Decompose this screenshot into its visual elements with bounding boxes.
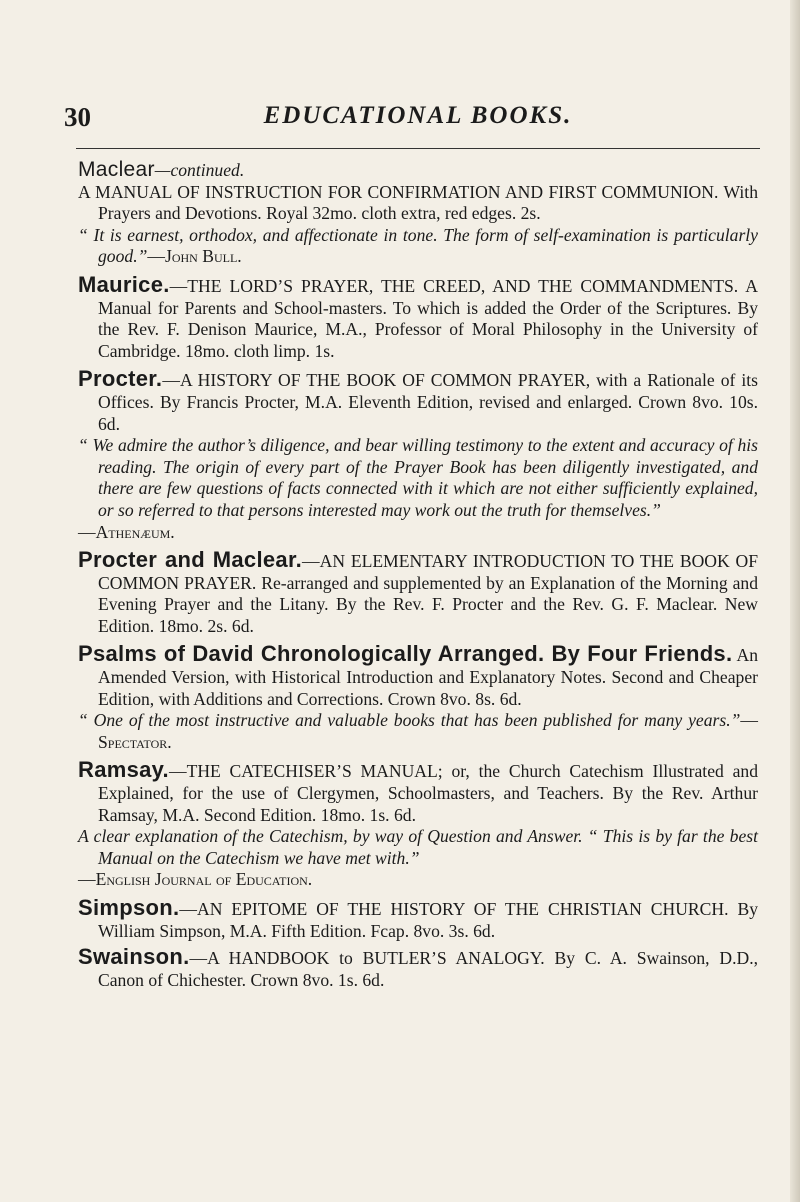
- entry-title: —A HANDBOOK to BUTLER’S ANALOGY.: [189, 948, 545, 969]
- entry-details: By William Simpson, M.A. Fifth Edition. Fcap. 8vo. 3s. 6d.: [98, 899, 758, 941]
- entry-details: An Amended Version, with Historical Introduction and Explanatory Notes. Second and Cheaper Edition, with Additions and Corrections. Crown 8vo. 8s. 6d.: [98, 645, 758, 709]
- entry-author: Swainson.: [78, 944, 190, 970]
- entry-title: —AN ELEMENTARY INTRODUCTION TO THE BOOK OF COMMON PRAYER.: [98, 551, 758, 593]
- entry-simpson: [78, 897, 758, 942]
- page-edge-shadow: [790, 0, 800, 1202]
- entry-maclear: [78, 159, 758, 268]
- entry-quote: “ We admire the author’s diligence, and bear willing testimony to the extent and accuracy of his reading. The origin of every part of the Prayer Book has been diligently investigated, and there are few questions of facts connected with it which are not either sufficiently explained, or so referred to that persons interested may work out the truth for themselves.”: [78, 435, 758, 520]
- entry-author: Maclear: [78, 158, 155, 181]
- entry-quote: “ It is earnest, orthodox, and affectionate in tone. The form of self-examination is particularly good.”: [78, 224, 758, 267]
- entry-quote-source: —Athenæum.: [78, 521, 175, 542]
- entry-details: with a Rationale of its Offices. By Francis Procter, M.A. Eleventh Edition, revised and enlarged. Crown 8vo. 10s. 6d.: [98, 370, 758, 434]
- entry-author: Maurice.: [78, 271, 170, 297]
- entry-procter: [78, 368, 758, 543]
- entry-quote-source: —Spectator.: [98, 710, 758, 752]
- entry-suffix: —continued.: [154, 160, 245, 180]
- entry-details: By C. A. Swainson, D.D., Canon of Chichester. Crown 8vo. 1s. 6d.: [98, 948, 759, 990]
- entry-psalms: [78, 643, 758, 753]
- entry-title: —THE CATECHISER’S MANUAL;: [168, 761, 443, 782]
- page-number: 30: [64, 102, 91, 132]
- entry-title: —AN EPITOME OF THE HISTORY OF THE CHRISTIAN CHURCH.: [179, 899, 729, 919]
- entry-title: —THE LORD’S PRAYER, THE CREED, AND THE COMMANDMENTS.: [169, 275, 739, 296]
- entry-details: or, the Church Catechism Illustrated and Explained, for the use of Clergymen, Schoolmasters, and Teachers. By the Rev. Arthur Ramsay, M.A. Second Edition. 18mo. 1s. 6d.: [98, 761, 758, 825]
- entry-details: A Manual for Parents and School-masters. To which is added the Order of the Scriptures. By the Rev. F. Denison Maurice, M.A., Professor of Moral Philosophy in the University of Cambridge. 18mo. cloth limp. 1s.: [98, 275, 758, 361]
- entry-quote-source: —John Bull.: [147, 246, 242, 267]
- entry-author: Ramsay.: [78, 757, 169, 783]
- running-title: EDUCATIONAL BOOKS.: [263, 102, 573, 129]
- book-entries: [78, 153, 758, 991]
- page-header: [64, 102, 758, 138]
- entry-title: —A HISTORY OF THE BOOK OF COMMON PRAYER,: [162, 370, 591, 391]
- header-rule: [76, 148, 760, 149]
- entry-procter-maclear: [78, 549, 758, 637]
- entry-ramsay: [78, 759, 758, 891]
- entry-author: Procter and Maclear.: [78, 547, 303, 573]
- entry-maurice: [78, 271, 758, 362]
- entry-quote: A clear explanation of the Catechism, by way of Question and Answer. “ This is by far the best Manual on the Catechism we have met with.”: [78, 826, 758, 868]
- entry-details: Re-arranged and supplemented by an Explanation of the Morning and Evening Prayer and the Litany. By the Rev. F. Procter and the Rev. G. F. Maclear. New Edition. 18mo. 2s. 6d.: [98, 572, 759, 636]
- entry-author: Psalms of David Chronologically Arranged. By Four Friends.: [78, 641, 733, 667]
- entry-title: A MANUAL OF INSTRUCTION FOR CONFIRMATION AND FIRST COMMUNION.: [78, 181, 719, 202]
- entry-quote: “ One of the most instructive and valuable books that has been published for many years.”: [78, 710, 741, 731]
- entry-author: Simpson.: [78, 895, 180, 920]
- entry-details: With Prayers and Devotions. Royal 32mo. cloth extra, red edges. 2s.: [98, 181, 758, 224]
- entry-swainson: [78, 946, 758, 991]
- entry-quote-source: —English Journal of Education.: [78, 869, 313, 890]
- entry-author: Procter.: [78, 366, 163, 392]
